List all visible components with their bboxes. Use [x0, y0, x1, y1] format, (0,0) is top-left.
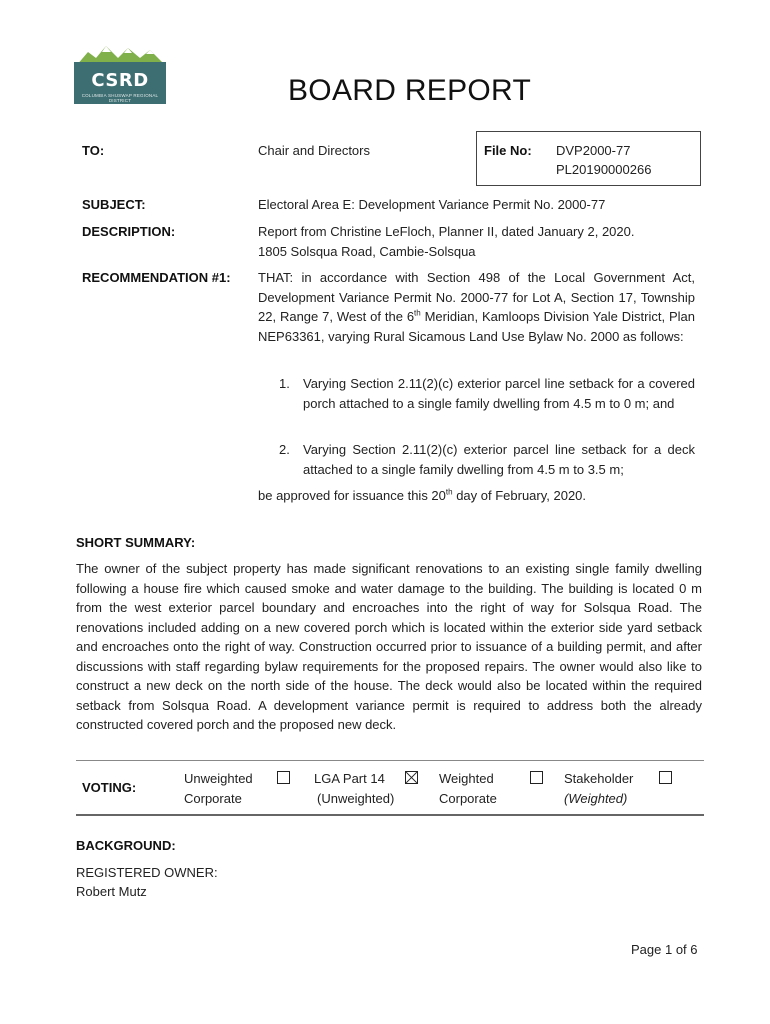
vote-option-line2: (Unweighted)	[317, 790, 395, 806]
vote-option-line1: Unweighted	[184, 771, 253, 786]
vote-option-lga-part-14	[314, 769, 394, 808]
recommendation-sup: th	[414, 308, 421, 318]
page-number: Page 1 of 6	[631, 942, 698, 957]
item-2-number: 2.	[279, 442, 290, 457]
summary-heading: SHORT SUMMARY:	[76, 535, 196, 550]
vote-option-unweighted-corporate	[184, 769, 253, 808]
vote-option-line1: Stakeholder	[564, 771, 634, 786]
file-label: File No:	[484, 143, 532, 158]
background-heading: BACKGROUND:	[76, 838, 176, 853]
vote-option-weighted-corporate	[439, 769, 497, 808]
recommendation-text-b: Meridian, Kamloops Division Yale District, Plan NEP63361, varying Rural Sicamous Land Use Bylaw No. 2000 as follows:	[258, 309, 695, 344]
item-2-text: Varying Section 2.11(2)(c) exterior parcel line setback for a deck attached to a single family dwelling from 4.5 m to 3.5 m;	[303, 442, 695, 477]
recommendation-text-a: THAT: in accordance with Section 498 of the Local Government Act, Development Variance Permit No. 2000-77 for Lot A, Section 17, Township 22, Range 7, West of the 6	[258, 270, 695, 324]
item-1-text: Varying Section 2.11(2)(c) exterior parcel line setback for a covered porch attached to a single family dwelling from 4.5 m to 0 m; and	[303, 376, 695, 411]
unweighted-corporate-checkbox[interactable]	[277, 771, 290, 784]
closing-a: be approved for issuance this 20	[258, 488, 446, 503]
vote-option-line2: Corporate	[439, 790, 497, 806]
description-line-2: 1805 Solsqua Road, Cambie-Solsqua	[258, 243, 476, 259]
file-number-2: PL20190000266	[556, 162, 652, 177]
description-value	[258, 222, 698, 261]
summary-text: The owner of the subject property has made significant renovations to an existing single family dwelling following a house fire which caused smoke and water damage to the building. The building is located 0 m from the west exterior parcel boundary and encroaches into the right of way for Solsqua Road. The renovations included adding on a new covered porch which is located within the exterior side yard setback and encroaches onto the right of way. Construction occurred prior to issuance of a building permit, and after discussions with staff regarding bylaw requirements for the proposed repairs. The owner would also like to construct a new deck on the north side of the house. The deck would also be located within the required setback from Solsqua Road. A development variance permit is required to address both the already constructed covered porch and the proposed new deck.	[76, 561, 702, 732]
vote-option-stakeholder	[564, 769, 633, 808]
description-label: DESCRIPTION:	[82, 224, 176, 239]
to-value: Chair and Directors	[258, 143, 370, 158]
registered-owner-label: REGISTERED OWNER:	[76, 865, 218, 880]
recommendation-text	[258, 268, 695, 346]
weighted-corporate-checkbox[interactable]	[530, 771, 543, 784]
description-line-1: Report from Christine LeFloch, Planner II, dated January 2, 2020.	[258, 224, 635, 239]
vote-option-line2: (Weighted)	[564, 790, 628, 806]
voting-top-rule	[76, 760, 704, 761]
csrd-logo	[74, 44, 168, 104]
closing-b: day of February, 2020.	[452, 488, 587, 503]
to-label: TO:	[82, 143, 105, 158]
vote-option-line2: Corporate	[184, 790, 242, 806]
closing-sup: th	[445, 487, 453, 497]
subject-label: SUBJECT:	[82, 197, 146, 212]
voting-bottom-rule	[76, 814, 704, 816]
recommendation-closing	[258, 486, 586, 506]
stakeholder-checkbox[interactable]	[659, 771, 672, 784]
file-number-1: DVP2000-77	[556, 143, 631, 158]
vote-option-line1: LGA Part 14	[314, 771, 385, 786]
page-title: BOARD REPORT	[288, 74, 532, 107]
voting-label: VOTING:	[82, 780, 137, 795]
logo-subtext: COLUMBIA SHUSWAP REGIONAL DISTRICT	[81, 93, 159, 103]
recommendation-label: RECOMMENDATION #1:	[82, 270, 231, 285]
logo-text: CSRD	[91, 70, 149, 91]
item-1-number: 1.	[279, 376, 290, 391]
lga-part-14-checkbox[interactable]	[405, 771, 418, 784]
vote-option-line1: Weighted	[439, 771, 494, 786]
registered-owner-name: Robert Mutz	[76, 884, 147, 899]
subject-value: Electoral Area E: Development Variance Permit No. 2000-77	[258, 197, 606, 212]
